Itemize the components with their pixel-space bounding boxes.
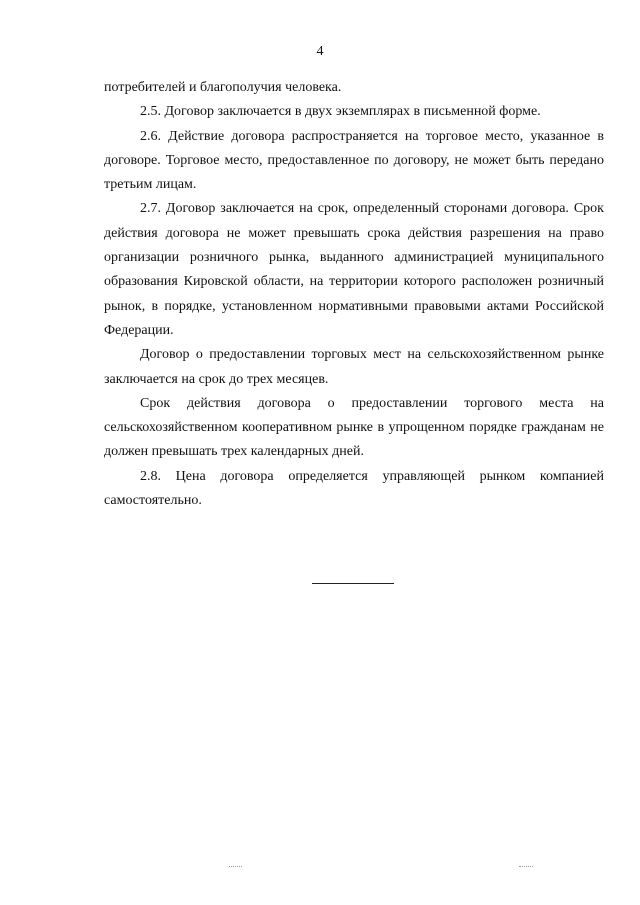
paragraph-2-6: 2.6. Действие договора распространяется на торговое место, указанное в договоре. Торговое место, предоставленное по договору, не может быть передано третьим лицам. bbox=[104, 128, 604, 193]
scan-mark-right bbox=[519, 866, 533, 867]
paragraph-2-7: 2.7. Договор заключается на срок, определенный сторонами договора. Срок действия договора не может превышать срока действия разрешения на право организации розничного рынка, выданного администрацией муниципального образования Кировской области, на территории которого расположен розничный рынок, в порядке, установленном нормативными правовыми актами Российской Федерации. bbox=[104, 201, 604, 338]
paragraph-2-8: 2.8. Цена договора определяется управляющей рынком компанией самостоятельно. bbox=[104, 468, 604, 509]
paragraph-cooperative-term: Срок действия договора о предоставлении торгового места на сельскохозяйственном кооперативном рынке в упрощенном порядке гражданам не должен превышать трех календарных дней. bbox=[104, 395, 604, 460]
paragraph-2-5: 2.5. Договор заключается в двух экземплярах в письменной форме. bbox=[140, 104, 541, 120]
paragraph-market-term: Договор о предоставлении торговых мест на сельскохозяйственном рынке заключается на срок до трех месяцев. bbox=[104, 347, 604, 387]
page-number: 4 bbox=[316, 44, 324, 59]
scan-mark-left bbox=[229, 866, 242, 867]
end-separator-line bbox=[312, 583, 394, 584]
document-body bbox=[104, 76, 604, 513]
paragraph-continuation: потребителей и благополучия человека. bbox=[104, 80, 342, 95]
